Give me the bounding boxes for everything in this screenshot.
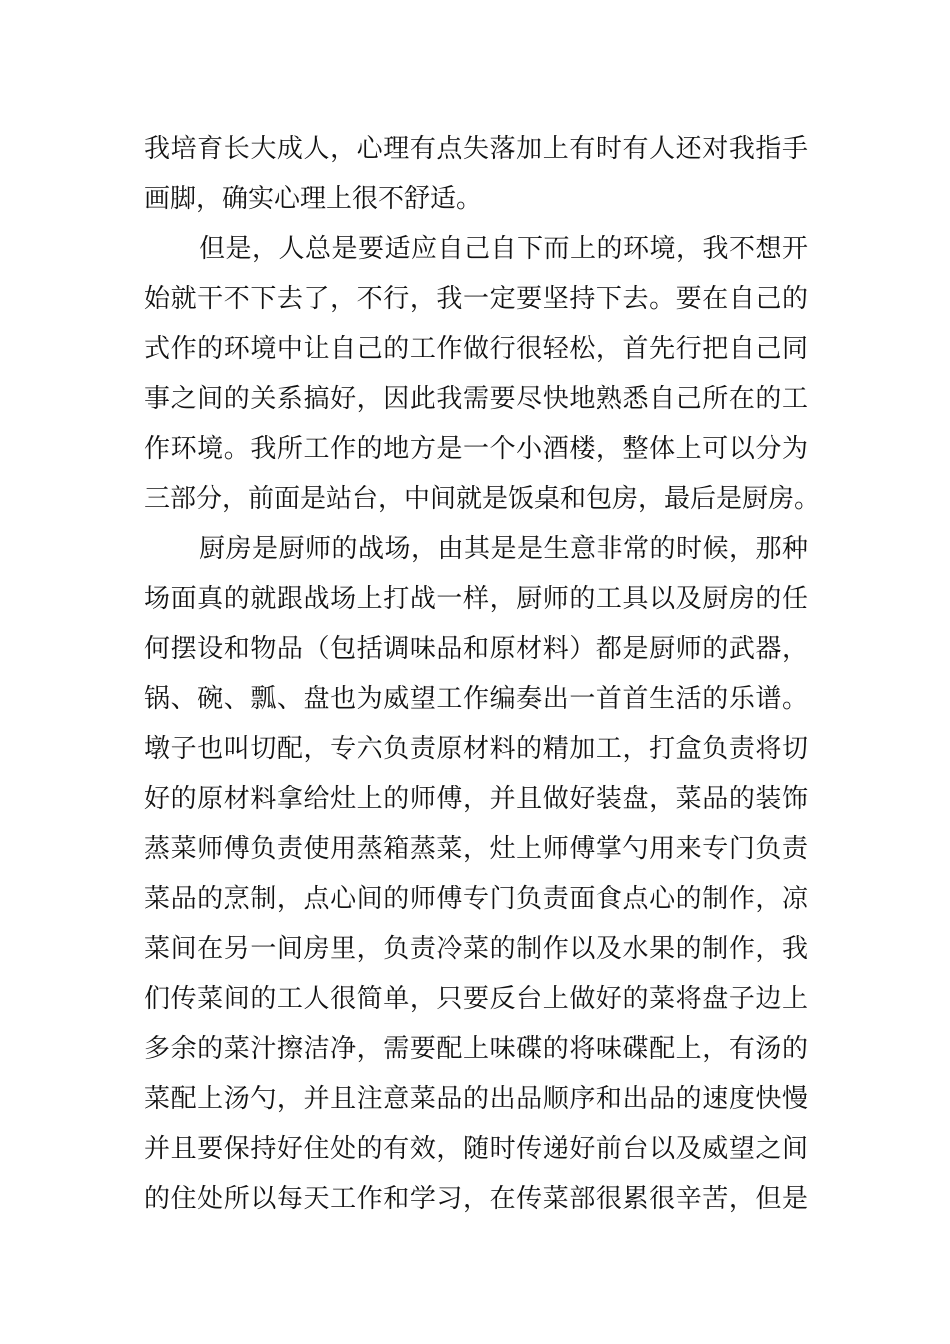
text-line: 菜配上汤勺，并且注意菜品的出品顺序和出品的速度快慢 — [144, 1084, 808, 1114]
paragraph-2 — [144, 224, 821, 524]
text-line: 的住处所以每天工作和学习，在传菜部很累很辛苦，但是 — [144, 1184, 808, 1214]
text-line: 菜间在另一间房里，负责冷菜的制作以及水果的制作，我 — [144, 934, 808, 964]
text-line: 墩子也叫切配，专六负责原材料的精加工，打盒负责将切 — [144, 734, 808, 764]
text-line: 多余的菜汁擦洁净，需要配上味碟的将味碟配上，有汤的 — [144, 1034, 808, 1064]
text-line: 并且要保持好住处的有效，随时传递好前台以及威望之间 — [144, 1134, 808, 1164]
text-line: 好的原材料拿给灶上的师傅，并且做好装盘，菜品的装饰 — [144, 784, 808, 814]
paragraph-1 — [144, 124, 808, 224]
text-line: 画脚，确实心理上很不舒适。 — [144, 184, 483, 214]
text-line: 我培育长大成人，心理有点失落加上有时有人还对我指手 — [144, 134, 808, 164]
text-line: 蒸菜师傅负责使用蒸箱蒸菜，灶上师傅掌勺用来专门负责 — [144, 834, 808, 864]
text-line: 始就干不下去了，不行，我一定要坚持下去。要在自己的 — [144, 284, 808, 314]
text-line: 作环境。我所工作的地方是一个小酒楼，整体上可以分为 — [144, 434, 808, 464]
document-body — [144, 124, 821, 1224]
text-line: 锅、碗、瓢、盘也为威望工作编奏出一首首生活的乐谱。 — [144, 684, 808, 714]
text-line: 三部分，前面是站台，中间就是饭桌和包房，最后是厨房。 — [144, 484, 821, 514]
text-line: 场面真的就跟战场上打战一样，厨师的工具以及厨房的任 — [144, 584, 808, 614]
text-line: 何摆设和物品（包括调味品和原材料）都是厨师的武器， — [144, 634, 808, 664]
text-line: 厨房是厨师的战场，由其是是生意非常的时候，那种 — [199, 534, 808, 564]
text-line: 菜品的烹制，点心间的师傅专门负责面食点心的制作，凉 — [144, 884, 808, 914]
text-line: 但是，人总是要适应自己自下而上的环境，我不想开 — [199, 234, 808, 264]
text-line: 式作的环境中让自己的工作做行很轻松，首先行把自己同 — [144, 334, 808, 364]
text-line: 事之间的关系搞好，因此我需要尽快地熟悉自己所在的工 — [144, 384, 808, 414]
paragraph-3 — [144, 524, 808, 1224]
text-line: 们传菜间的工人很简单，只要反台上做好的菜将盘子边上 — [144, 984, 808, 1014]
